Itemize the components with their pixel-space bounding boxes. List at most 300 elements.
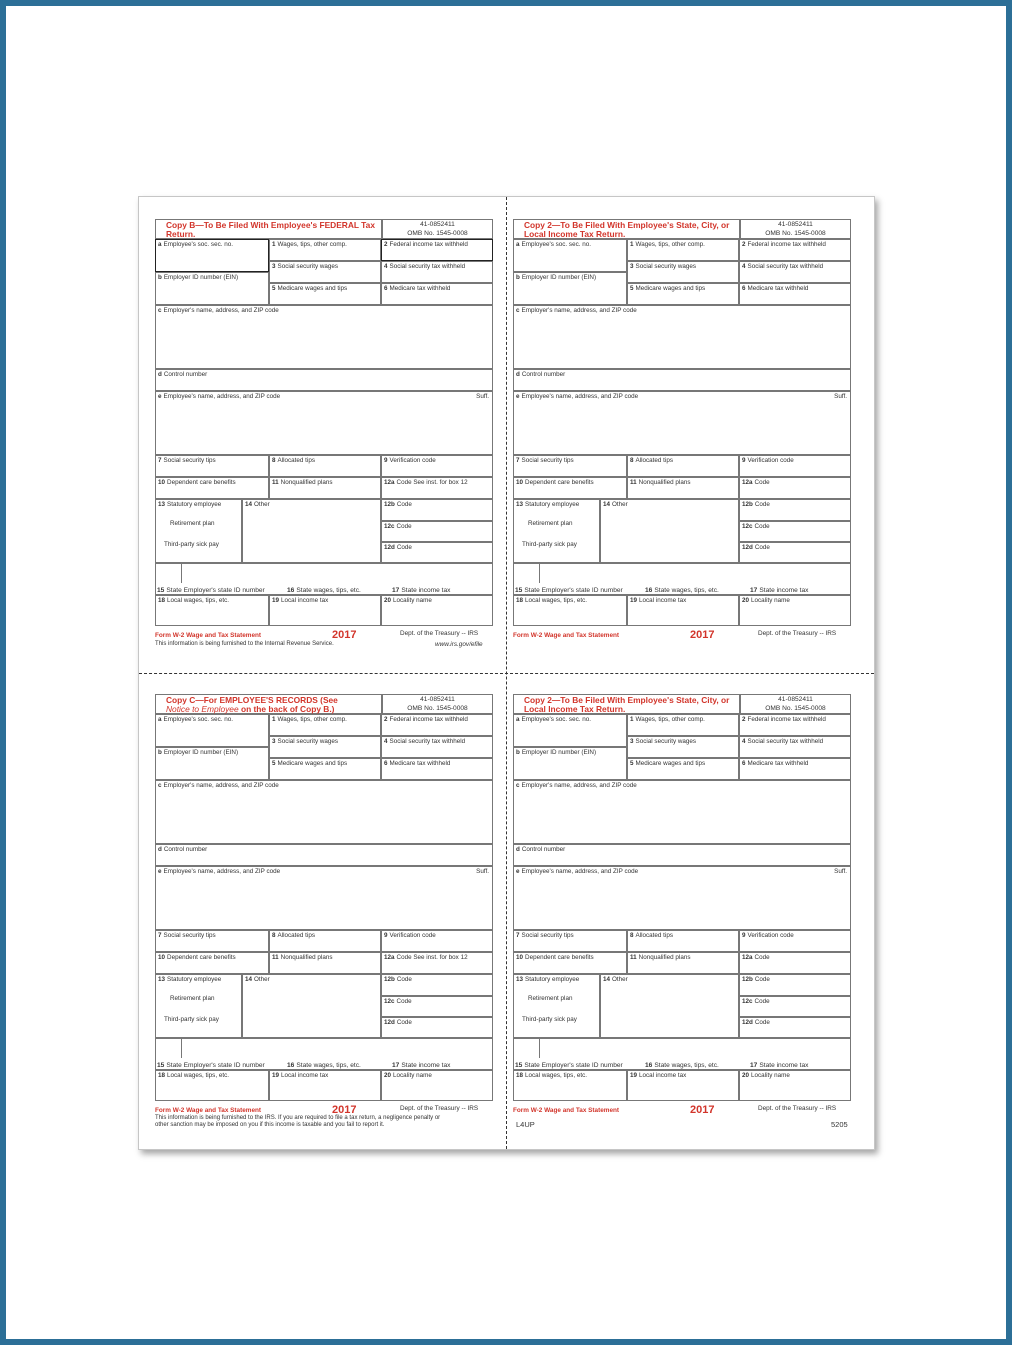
box-number: 20 <box>742 1072 750 1079</box>
box-4[interactable] <box>381 736 493 758</box>
box-3[interactable] <box>627 261 739 283</box>
box-16[interactable] <box>287 1062 361 1069</box>
box-number: 12d <box>384 544 395 551</box>
box-letter: c <box>516 307 520 314</box>
box-6[interactable] <box>381 758 493 780</box>
box-number: 18 <box>158 1072 166 1079</box>
third-party-sick-pay-label: Third-party sick pay <box>522 541 577 549</box>
box-letter: d <box>516 846 520 853</box>
box-letter: b <box>516 274 520 281</box>
box-letter: d <box>516 371 520 378</box>
box-number: 9 <box>384 457 388 464</box>
box-19[interactable] <box>627 595 739 626</box>
box-number: 7 <box>158 457 162 464</box>
box-number: 1 <box>630 241 634 248</box>
box-letter: a <box>158 716 162 723</box>
form-title: Form W-2 Wage and Tax Statement <box>513 632 620 639</box>
retirement-plan-label: Retirement plan <box>170 995 215 1003</box>
box-12d[interactable] <box>381 1017 493 1038</box>
box-12c[interactable] <box>739 521 851 542</box>
box-number: 16 <box>645 1062 653 1069</box>
box-d[interactable] <box>513 844 851 866</box>
code-label: Code <box>396 998 412 1005</box>
box-12a[interactable] <box>381 477 493 499</box>
box-number: 18 <box>516 597 524 604</box>
box-label: Medicare wages and tips <box>277 760 348 767</box>
box-e[interactable] <box>513 391 851 455</box>
code-label: Code <box>754 523 770 530</box>
code-label: Code <box>754 479 770 486</box>
code-label: Code <box>396 1019 412 1026</box>
box-11[interactable] <box>627 952 739 974</box>
box-label: Allocated tips <box>277 932 315 939</box>
box-1[interactable] <box>627 714 739 736</box>
box-17[interactable] <box>392 1062 450 1069</box>
box-15[interactable] <box>157 1062 265 1069</box>
box-label: Locality name <box>751 597 790 604</box>
box-8[interactable] <box>627 930 739 952</box>
sheet-code-left: L4UP <box>516 1120 535 1129</box>
omb-block <box>382 219 493 239</box>
footer-note: This information is being furnished to the IRS. If you are required to file a tax return, a negligence penalty or other sanction may be imposed on you if this income is taxable and you fail to report it. <box>155 1115 441 1128</box>
box-number: 5 <box>630 760 634 767</box>
code-label: Code <box>396 501 412 508</box>
box-label: Wages, tips, other comp. <box>635 241 705 248</box>
box-label: Employee's name, address, and ZIP code <box>521 393 639 400</box>
box-number: 19 <box>272 597 280 604</box>
box-number: 9 <box>742 932 746 939</box>
box-label: State Employer's state ID number <box>166 1062 265 1069</box>
box-label: Social security tax withheld <box>747 263 824 270</box>
box-15[interactable] <box>157 587 265 594</box>
box-number: 12c <box>384 523 395 530</box>
box-number: 11 <box>272 954 279 961</box>
box-label: State income tax <box>759 587 809 594</box>
code-label: Code <box>396 976 412 983</box>
omb-number: OMB No. 1545-0008 <box>407 229 468 237</box>
box-13[interactable] <box>155 974 242 1038</box>
box-label: Allocated tips <box>277 457 315 464</box>
w2-form-copy-c <box>155 694 492 1128</box>
box-label: Statutory employee <box>167 976 222 983</box>
code-label: Code <box>754 501 770 508</box>
box-number: 4 <box>384 738 388 745</box>
box-number: 9 <box>742 457 746 464</box>
box-number: 11 <box>630 479 637 486</box>
retirement-plan-label: Retirement plan <box>528 520 573 528</box>
box-label: Dependent care benefits <box>167 954 236 961</box>
box-9[interactable] <box>381 455 493 477</box>
box-number: 19 <box>630 1072 638 1079</box>
box-3[interactable] <box>269 736 381 758</box>
box-10[interactable] <box>513 952 627 974</box>
box-label: Employer ID number (EIN) <box>521 274 597 281</box>
box-c[interactable] <box>513 780 851 844</box>
box-label: State Employer's state ID number <box>166 587 265 594</box>
box-label: State income tax <box>401 587 451 594</box>
box-4[interactable] <box>739 736 851 758</box>
box-6[interactable] <box>381 283 493 305</box>
box-number: 6 <box>742 285 746 292</box>
code-label: Code <box>754 976 770 983</box>
copy-title-text: Copy 2—To Be Filed With Employee's State, City, or Local Income Tax Return. <box>524 695 730 714</box>
box-number: 10 <box>158 479 166 486</box>
box-number: 2 <box>742 241 746 248</box>
box-letter: c <box>516 782 520 789</box>
omb-block <box>740 694 851 714</box>
code-label: Code <box>754 954 770 961</box>
box-11[interactable] <box>269 477 381 499</box>
copy-title-text: Copy B—To Be Filed With Employee's FEDERAL Tax Return. <box>166 220 375 239</box>
box-label: Statutory employee <box>525 976 580 983</box>
box-letter: e <box>158 868 162 875</box>
box-1[interactable] <box>627 239 739 261</box>
box-number: 19 <box>630 597 638 604</box>
box-number: 18 <box>158 597 166 604</box>
suffix-label: Suff. <box>834 393 847 400</box>
box-12b[interactable] <box>381 974 493 996</box>
box-letter: c <box>158 782 162 789</box>
box-label: Medicare tax withheld <box>747 285 809 292</box>
omb-number: OMB No. 1545-0008 <box>407 704 468 712</box>
box-label: Other <box>612 976 628 983</box>
box-3[interactable] <box>269 261 381 283</box>
box-12a[interactable] <box>381 952 493 974</box>
box-d[interactable] <box>513 369 851 391</box>
box-number: 1 <box>272 716 276 723</box>
box-number: 12d <box>384 1019 395 1026</box>
box-label: Social security tax withheld <box>747 738 824 745</box>
third-party-sick-pay-label: Third-party sick pay <box>164 541 219 549</box>
box-15[interactable] <box>515 1062 623 1069</box>
box-16[interactable] <box>645 587 719 594</box>
box-number: 7 <box>158 932 162 939</box>
box-label: Employer ID number (EIN) <box>163 749 239 756</box>
box-number: 4 <box>384 263 388 270</box>
box-10[interactable] <box>155 477 269 499</box>
box-12b[interactable] <box>739 974 851 996</box>
copy-title <box>513 694 740 714</box>
box-number: 5 <box>272 760 276 767</box>
copy-title-text: Copy C—For EMPLOYEE'S RECORDS (See <box>166 695 338 705</box>
box-12c[interactable] <box>381 996 493 1017</box>
box-label: Dependent care benefits <box>167 479 236 486</box>
box-b[interactable] <box>513 747 627 780</box>
box-11[interactable] <box>627 477 739 499</box>
third-party-sick-pay-label: Third-party sick pay <box>522 1016 577 1024</box>
box-label: Medicare wages and tips <box>635 760 706 767</box>
footer-note: This information is being furnished to the Internal Revenue Service. <box>155 641 334 647</box>
box-2[interactable] <box>739 714 851 736</box>
box-19[interactable] <box>269 1070 381 1101</box>
omb-block <box>382 694 493 714</box>
box-5[interactable] <box>627 758 739 780</box>
box-label: Verification code <box>389 932 436 939</box>
omb-number: OMB No. 1545-0008 <box>765 229 826 237</box>
box-b[interactable] <box>155 272 269 305</box>
box-label: Social security wages <box>635 263 697 270</box>
box-label: Employee's name, address, and ZIP code <box>163 393 281 400</box>
box-3[interactable] <box>627 736 739 758</box>
box-number: 20 <box>384 1072 392 1079</box>
box-b[interactable] <box>155 747 269 780</box>
box-label: Local wages, tips, etc. <box>167 597 229 604</box>
box-letter: d <box>158 371 162 378</box>
box-number: 11 <box>630 954 637 961</box>
box-number: 4 <box>742 263 746 270</box>
box-a[interactable] <box>513 239 627 272</box>
box-label: Wages, tips, other comp. <box>277 241 347 248</box>
box-label: Local income tax <box>639 597 687 604</box>
box-12b[interactable] <box>739 499 851 521</box>
box-19[interactable] <box>627 1070 739 1101</box>
box-10[interactable] <box>155 952 269 974</box>
box-20[interactable] <box>739 595 851 626</box>
box-9[interactable] <box>381 930 493 952</box>
box-12c[interactable] <box>739 996 851 1017</box>
box-number: 7 <box>516 932 520 939</box>
box-number: 3 <box>272 263 276 270</box>
box-8[interactable] <box>269 455 381 477</box>
box-number: 12b <box>742 976 753 983</box>
box-2[interactable] <box>381 239 493 261</box>
box-8[interactable] <box>269 930 381 952</box>
box-e[interactable] <box>155 866 493 930</box>
box-14[interactable] <box>242 499 381 563</box>
box-6[interactable] <box>739 283 851 305</box>
box-number: 12b <box>384 976 395 983</box>
box-number: 10 <box>516 479 524 486</box>
box-15[interactable] <box>515 587 623 594</box>
box-7[interactable] <box>155 930 269 952</box>
box-label: State income tax <box>401 1062 451 1069</box>
box-number: 15 <box>157 1062 165 1069</box>
tax-year: 2017 <box>690 1104 715 1116</box>
box-13[interactable] <box>513 499 600 563</box>
box-label: State wages, tips, etc. <box>654 587 719 594</box>
box-12b[interactable] <box>381 499 493 521</box>
tax-year: 2017 <box>332 1104 357 1116</box>
box-14[interactable] <box>600 974 739 1038</box>
box-20[interactable] <box>739 1070 851 1101</box>
box-label: Control number <box>163 846 208 853</box>
box-label: Employer ID number (EIN) <box>163 274 239 281</box>
box-7[interactable] <box>513 930 627 952</box>
state-divider <box>181 1038 182 1058</box>
tax-year: 2017 <box>690 629 715 641</box>
box-number: 6 <box>384 285 388 292</box>
box-label: Nonqualified plans <box>638 954 691 961</box>
box-label: Nonqualified plans <box>280 479 333 486</box>
box-number: 13 <box>158 501 166 508</box>
box-number: 1 <box>630 716 634 723</box>
box-label: Employee's name, address, and ZIP code <box>521 868 639 875</box>
copy-title-text: Copy 2—To Be Filed With Employee's State, City, or Local Income Tax Return. <box>524 220 730 239</box>
code-label: Code <box>396 544 412 551</box>
box-c[interactable] <box>513 305 851 369</box>
box-letter: a <box>516 241 520 248</box>
box-9[interactable] <box>739 930 851 952</box>
code-label: Code <box>396 523 412 530</box>
state-divider <box>539 1038 540 1058</box>
box-16[interactable] <box>645 1062 719 1069</box>
box-c[interactable] <box>155 305 493 369</box>
box-c[interactable] <box>155 780 493 844</box>
box-d[interactable] <box>155 369 493 391</box>
box-number: 4 <box>742 738 746 745</box>
box-label: Medicare wages and tips <box>277 285 348 292</box>
box-14[interactable] <box>242 974 381 1038</box>
box-number: 8 <box>630 457 634 464</box>
box-label: Allocated tips <box>635 457 673 464</box>
box-number: 15 <box>157 587 165 594</box>
box-20[interactable] <box>381 1070 493 1101</box>
box-e[interactable] <box>155 391 493 455</box>
box-number: 12a <box>384 479 395 486</box>
box-label: Wages, tips, other comp. <box>635 716 705 723</box>
box-13[interactable] <box>155 499 242 563</box>
box-number: 12a <box>742 479 753 486</box>
box-number: 2 <box>384 241 388 248</box>
box-number: 5 <box>272 285 276 292</box>
retirement-plan-label: Retirement plan <box>170 520 215 528</box>
box-label: Federal income tax withheld <box>389 716 468 723</box>
box-18[interactable] <box>155 1070 269 1101</box>
box-number: 10 <box>158 954 166 961</box>
box-label: Verification code <box>747 457 794 464</box>
box-12c[interactable] <box>381 521 493 542</box>
form-title: Form W-2 Wage and Tax Statement <box>155 632 262 639</box>
box-label: Wages, tips, other comp. <box>277 716 347 723</box>
box-18[interactable] <box>155 595 269 626</box>
box-7[interactable] <box>155 455 269 477</box>
box-label: Employee's soc. sec. no. <box>521 241 591 248</box>
box-12a[interactable] <box>739 477 851 499</box>
box-label: Statutory employee <box>525 501 580 508</box>
box-label: Other <box>254 976 270 983</box>
box-11[interactable] <box>269 952 381 974</box>
box-5[interactable] <box>269 283 381 305</box>
box-number: 9 <box>384 932 388 939</box>
code-label: Code <box>754 544 770 551</box>
ein-value: 41-0852411 <box>778 221 813 228</box>
box-6[interactable] <box>739 758 851 780</box>
box-17[interactable] <box>750 587 808 594</box>
box-number: 3 <box>272 738 276 745</box>
omb-block <box>740 219 851 239</box>
box-label: Employer's name, address, and ZIP code <box>521 782 637 789</box>
box-label: Federal income tax withheld <box>747 716 826 723</box>
suffix-label: Suff. <box>476 868 489 875</box>
box-label: Other <box>254 501 270 508</box>
box-label: Verification code <box>389 457 436 464</box>
box-number: 15 <box>515 1062 523 1069</box>
box-number: 16 <box>287 1062 295 1069</box>
box-a[interactable] <box>155 714 269 747</box>
box-10[interactable] <box>513 477 627 499</box>
box-label: Medicare tax withheld <box>389 285 451 292</box>
box-number: 3 <box>630 263 634 270</box>
box-17[interactable] <box>750 1062 808 1069</box>
box-4[interactable] <box>381 261 493 283</box>
box-label: Employee's soc. sec. no. <box>163 716 233 723</box>
suffix-label: Suff. <box>476 393 489 400</box>
box-12d[interactable] <box>739 1017 851 1038</box>
box-12a[interactable] <box>739 952 851 974</box>
box-number: 8 <box>630 932 634 939</box>
box-13[interactable] <box>513 974 600 1038</box>
box-label: Other <box>612 501 628 508</box>
box-16[interactable] <box>287 587 361 594</box>
box-9[interactable] <box>739 455 851 477</box>
box-d[interactable] <box>155 844 493 866</box>
box-7[interactable] <box>513 455 627 477</box>
box-5[interactable] <box>627 283 739 305</box>
box-a[interactable] <box>155 239 269 272</box>
box-1[interactable] <box>269 239 381 261</box>
box-label: Social security tips <box>163 457 216 464</box>
box-number: 2 <box>384 716 388 723</box>
box-letter: c <box>158 307 162 314</box>
copy-title <box>513 219 740 239</box>
box-number: 5 <box>630 285 634 292</box>
box-2[interactable] <box>381 714 493 736</box>
box-number: 13 <box>516 501 524 508</box>
box-20[interactable] <box>381 595 493 626</box>
box-number: 13 <box>158 976 166 983</box>
box12-note: See inst. for box 12 <box>413 479 468 486</box>
box-label: Locality name <box>393 597 432 604</box>
box-label: Control number <box>521 846 566 853</box>
box-2[interactable] <box>739 239 851 261</box>
box-a[interactable] <box>513 714 627 747</box>
box-b[interactable] <box>513 272 627 305</box>
box-8[interactable] <box>627 455 739 477</box>
box-label: Social security tax withheld <box>389 263 466 270</box>
box-label: State wages, tips, etc. <box>296 1062 361 1069</box>
box-number: 19 <box>272 1072 280 1079</box>
box-12d[interactable] <box>739 542 851 563</box>
box-label: Medicare tax withheld <box>747 760 809 767</box>
copy-title-text-end: on the back of Copy B.) <box>238 703 335 714</box>
box-18[interactable] <box>513 1070 627 1101</box>
box-17[interactable] <box>392 587 450 594</box>
box-label: Control number <box>163 371 208 378</box>
sheet-code-right: 5205 <box>831 1120 848 1129</box>
box-e[interactable] <box>513 866 851 930</box>
box-number: 17 <box>750 587 758 594</box>
box-label: Dependent care benefits <box>525 954 594 961</box>
box-label: State wages, tips, etc. <box>296 587 361 594</box>
box-12d[interactable] <box>381 542 493 563</box>
box-label: Employee's soc. sec. no. <box>521 716 591 723</box>
box-number: 12d <box>742 1019 753 1026</box>
box-5[interactable] <box>269 758 381 780</box>
box-label: Nonqualified plans <box>280 954 333 961</box>
box-number: 12a <box>742 954 753 961</box>
box-19[interactable] <box>269 595 381 626</box>
retirement-plan-label: Retirement plan <box>528 995 573 1003</box>
box-number: 8 <box>272 457 276 464</box>
box-4[interactable] <box>739 261 851 283</box>
box-number: 14 <box>245 501 253 508</box>
box-1[interactable] <box>269 714 381 736</box>
box-number: 15 <box>515 587 523 594</box>
box-14[interactable] <box>600 499 739 563</box>
suffix-label: Suff. <box>834 868 847 875</box>
box-label: Social security tips <box>521 457 574 464</box>
box-18[interactable] <box>513 595 627 626</box>
